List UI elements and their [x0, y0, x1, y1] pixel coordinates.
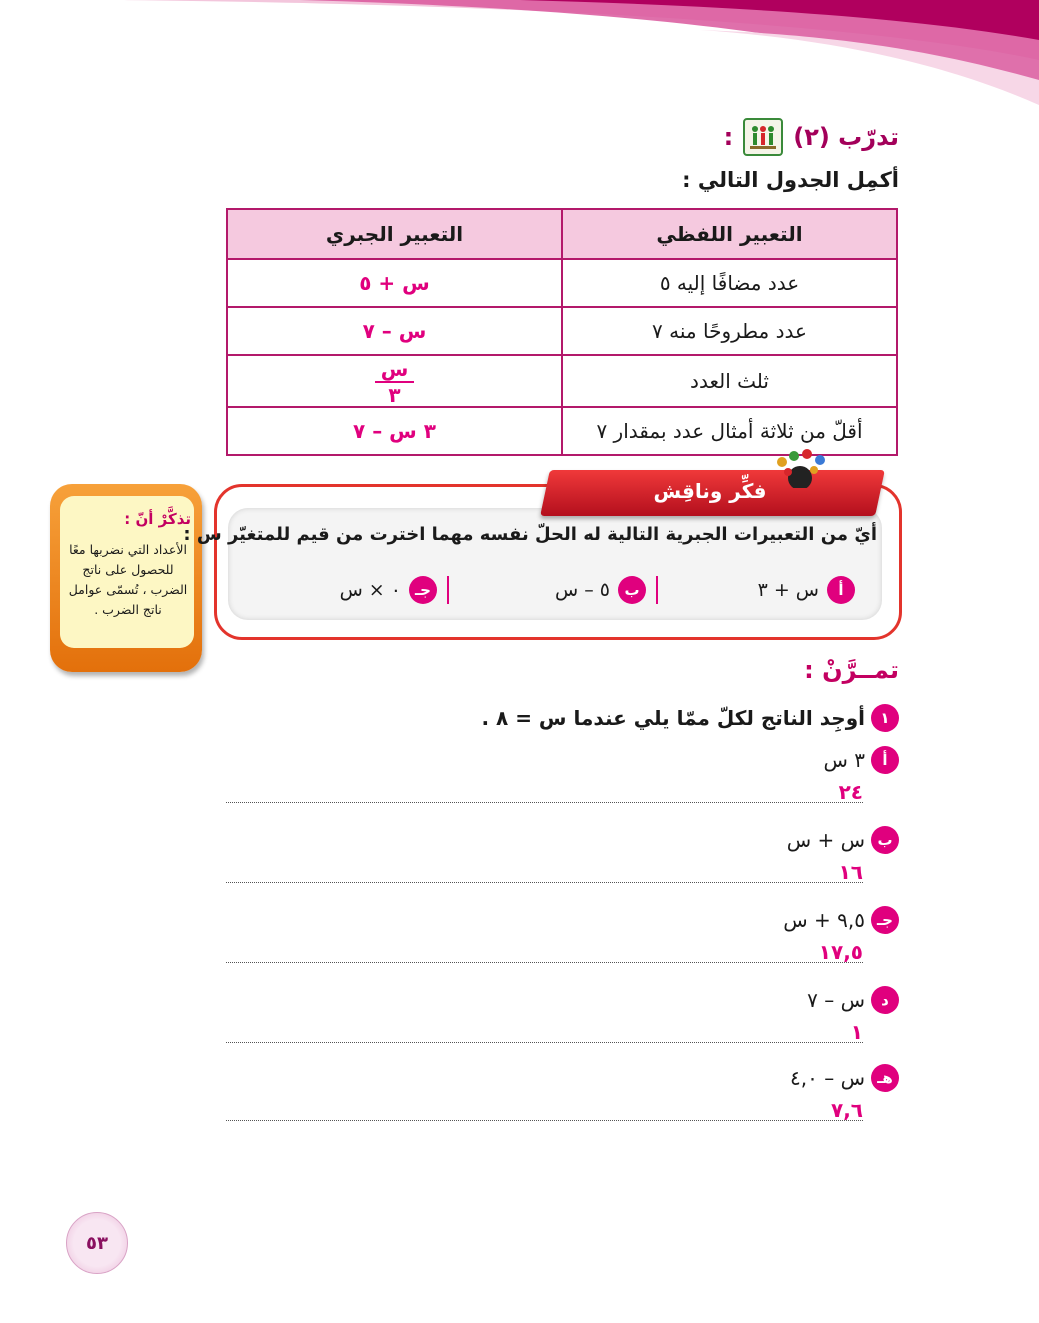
remember-text: الأعداد التي نضربها معًا للحصول على ناتج الضرب ، تُسمّى عوامل ناتج الضرب .	[68, 542, 188, 617]
exercises-title: تمــرَّنْ :	[804, 656, 899, 684]
people-icon	[743, 118, 783, 156]
choice-expr: س + ٣	[757, 579, 819, 601]
verbal-cell: أقلّ من ثلاثة أمثال عدد بمقدار ٧	[562, 407, 897, 455]
remember-title: تذكَّرْ أنّ :	[124, 510, 191, 528]
choices-row	[240, 570, 865, 610]
question-text: أوجِد الناتج لكلّ ممّا يلي عندما س = ٨ .	[481, 706, 865, 730]
question-1	[481, 704, 899, 732]
answer-line	[226, 802, 863, 803]
fraction-denominator: ٣	[388, 383, 401, 407]
thinking-head-icon	[770, 448, 830, 488]
choice-b[interactable]	[447, 576, 656, 604]
item-expr: ٩,٥ + س	[783, 908, 865, 932]
item-answer: ١٦	[838, 860, 863, 884]
choice-c[interactable]	[240, 576, 447, 604]
algebraic-cell: س – ٧	[227, 307, 562, 355]
item-label: أ	[871, 746, 899, 774]
item-label: ب	[871, 826, 899, 854]
training-title: تدرّب (٢)	[793, 123, 899, 151]
think-question: أيّ من التعبيرات الجبرية التالية له الحلّ نفسه مهما اخترت من قيم للمتغيّر س :	[183, 524, 877, 545]
algebraic-cell	[227, 355, 562, 407]
training-colon: :	[723, 123, 734, 151]
item-answer: ١٧,٥	[818, 940, 863, 964]
fraction	[375, 359, 415, 405]
expressions-table	[226, 208, 898, 456]
page-number: ٥٣	[66, 1212, 128, 1274]
table-row	[227, 355, 897, 407]
header-swoosh	[0, 0, 1039, 110]
algebraic-cell: ٣ س – ٧	[227, 407, 562, 455]
item-expr: س + س	[786, 828, 865, 852]
algebraic-cell: س + ٥	[227, 259, 562, 307]
table-row	[227, 307, 897, 355]
instruction: أكمِل الجدول التالي :	[682, 168, 899, 192]
verbal-cell: عدد مضافًا إليه ٥	[562, 259, 897, 307]
choice-expr: ٥ – س	[555, 579, 610, 601]
item-expr: س – ٧	[807, 988, 865, 1012]
item-expr: س – ٤,٠	[790, 1066, 865, 1090]
exercise-item	[783, 906, 899, 934]
table-header-row	[227, 209, 897, 259]
verbal-cell: عدد مطروحًا منه ٧	[562, 307, 897, 355]
item-expr: ٣ س	[823, 748, 865, 772]
item-answer: ١	[850, 1020, 863, 1044]
choice-expr: ٠ × س	[339, 579, 401, 601]
item-label: د	[871, 986, 899, 1014]
exercise-item	[807, 986, 899, 1014]
header-verbal: التعبير اللفظي	[562, 209, 897, 259]
item-answer: ٧,٦	[830, 1098, 863, 1122]
choice-label: أ	[827, 576, 855, 604]
exercise-item	[823, 746, 899, 774]
item-label: جـ	[871, 906, 899, 934]
verbal-cell: ثلث العدد	[562, 355, 897, 407]
answer-line	[226, 1042, 863, 1043]
training-heading	[724, 118, 899, 156]
choice-a[interactable]	[656, 576, 865, 604]
question-number: ١	[871, 704, 899, 732]
choice-label: ب	[618, 576, 646, 604]
think-discuss-title: فكِّر وناقِش	[653, 479, 767, 503]
answer-line	[226, 882, 863, 883]
item-label: هـ	[871, 1064, 899, 1092]
answer-line	[226, 1120, 863, 1121]
exercise-item	[787, 826, 899, 854]
item-answer: ٢٤	[838, 780, 863, 804]
table-row	[227, 259, 897, 307]
choice-label: جـ	[409, 576, 437, 604]
answer-line	[226, 962, 863, 963]
fraction-numerator: س	[375, 359, 415, 383]
header-algebraic: التعبير الجبري	[227, 209, 562, 259]
exercise-item	[790, 1064, 899, 1092]
